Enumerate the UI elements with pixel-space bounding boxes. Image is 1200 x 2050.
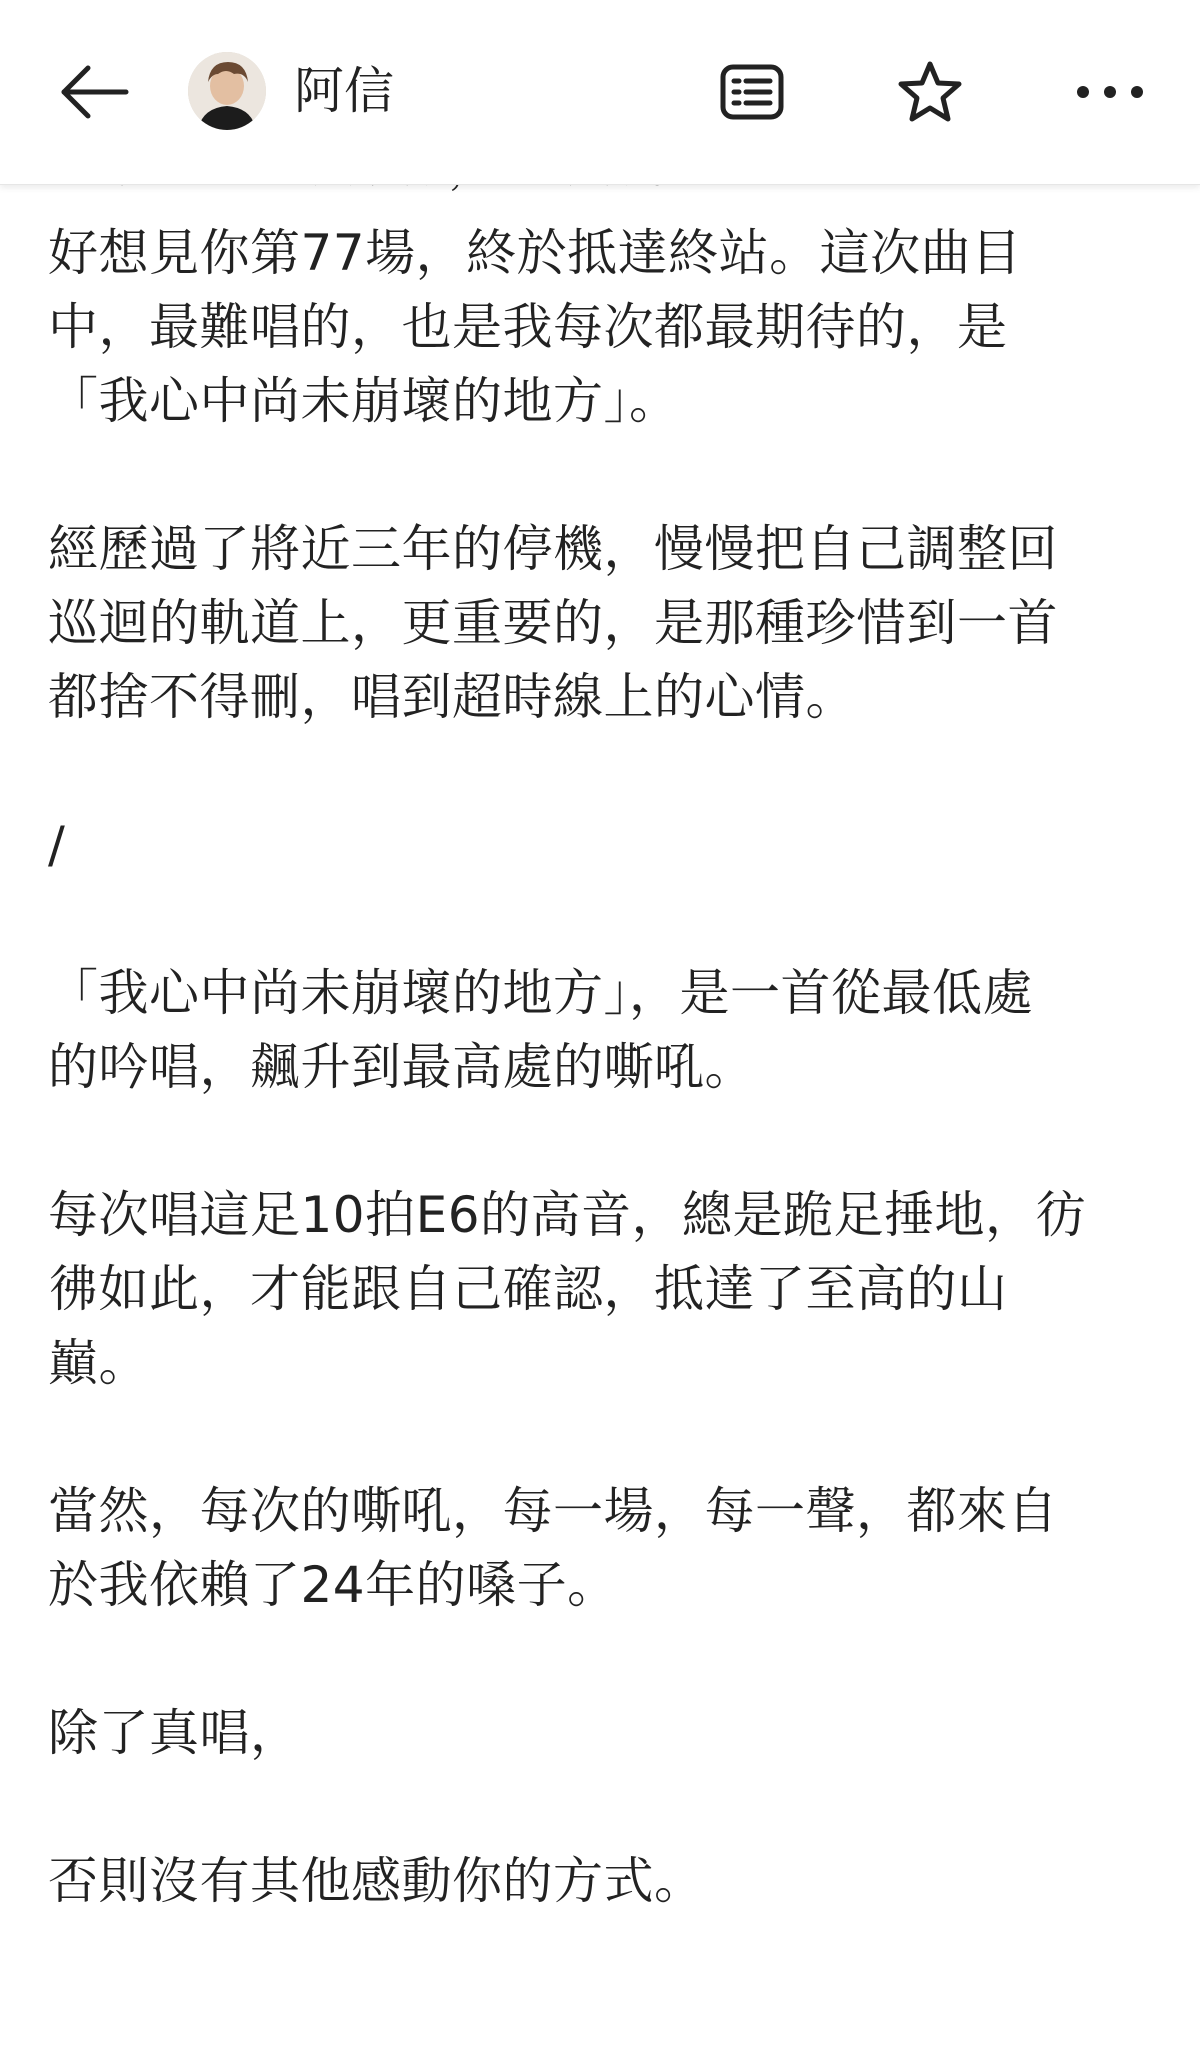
text-line: 中，最難唱的，也是我每次都最期待的，是	[48, 298, 1008, 356]
text-line: 都捨不得刪，唱到超時線上的心情。	[48, 668, 856, 726]
more-options-button[interactable]	[1060, 44, 1160, 140]
more-horizontal-icon	[1075, 84, 1145, 100]
avatar[interactable]	[188, 52, 266, 130]
text-line: 除了真唱，	[48, 1704, 301, 1762]
reading-mode-icon	[719, 63, 785, 121]
paragraph	[48, 1844, 1158, 1918]
text-line: 好想見你第77場，終於抵達終站。這次曲目	[48, 224, 1022, 282]
top-app-bar	[0, 0, 1200, 185]
text-line: 於我依賴了24年的嗓子。	[48, 1556, 618, 1614]
text-line: 彿如此，才能跟自己確認，抵達了至高的山	[48, 1260, 1008, 1318]
paragraph	[48, 1178, 1158, 1400]
text-line: /	[48, 816, 66, 874]
back-button[interactable]	[40, 44, 148, 140]
text-line: 當然，每次的嘶吼，每一場，每一聲，都來自	[48, 1482, 1058, 1540]
paragraph	[48, 1696, 1158, 1770]
paragraph	[48, 512, 1158, 734]
paragraph	[48, 1474, 1158, 1622]
paragraph	[48, 808, 1158, 882]
star-icon	[897, 60, 963, 124]
text-line: 每次唱這足10拍E6的高音，總是跪足捶地，彷	[48, 1186, 1087, 1244]
reading-mode-button[interactable]	[704, 44, 800, 140]
text-line: 「我心中尚未崩壞的地方」。	[48, 372, 680, 430]
text-line: 否則沒有其他感動你的方式。	[48, 1852, 705, 1910]
text-line: 經歷過了將近三年的停機，慢慢把自己調整回	[48, 520, 1058, 578]
text-line: 的吟唱，飆升到最高處的嘶吼。	[48, 1038, 755, 1096]
arrow-left-icon	[58, 64, 130, 120]
page-title: 阿信	[294, 62, 394, 120]
post-body	[48, 142, 1158, 1918]
text-line: 「我心中尚未崩壞的地方」，是一首從最低處	[48, 964, 1033, 1022]
paragraph	[48, 956, 1158, 1104]
paragraph	[48, 216, 1158, 438]
text-line: 巔。	[48, 1334, 149, 1392]
text-line: 巡迴的軌道上，更重要的，是那種珍惜到一首	[48, 594, 1058, 652]
favorite-button[interactable]	[882, 44, 978, 140]
